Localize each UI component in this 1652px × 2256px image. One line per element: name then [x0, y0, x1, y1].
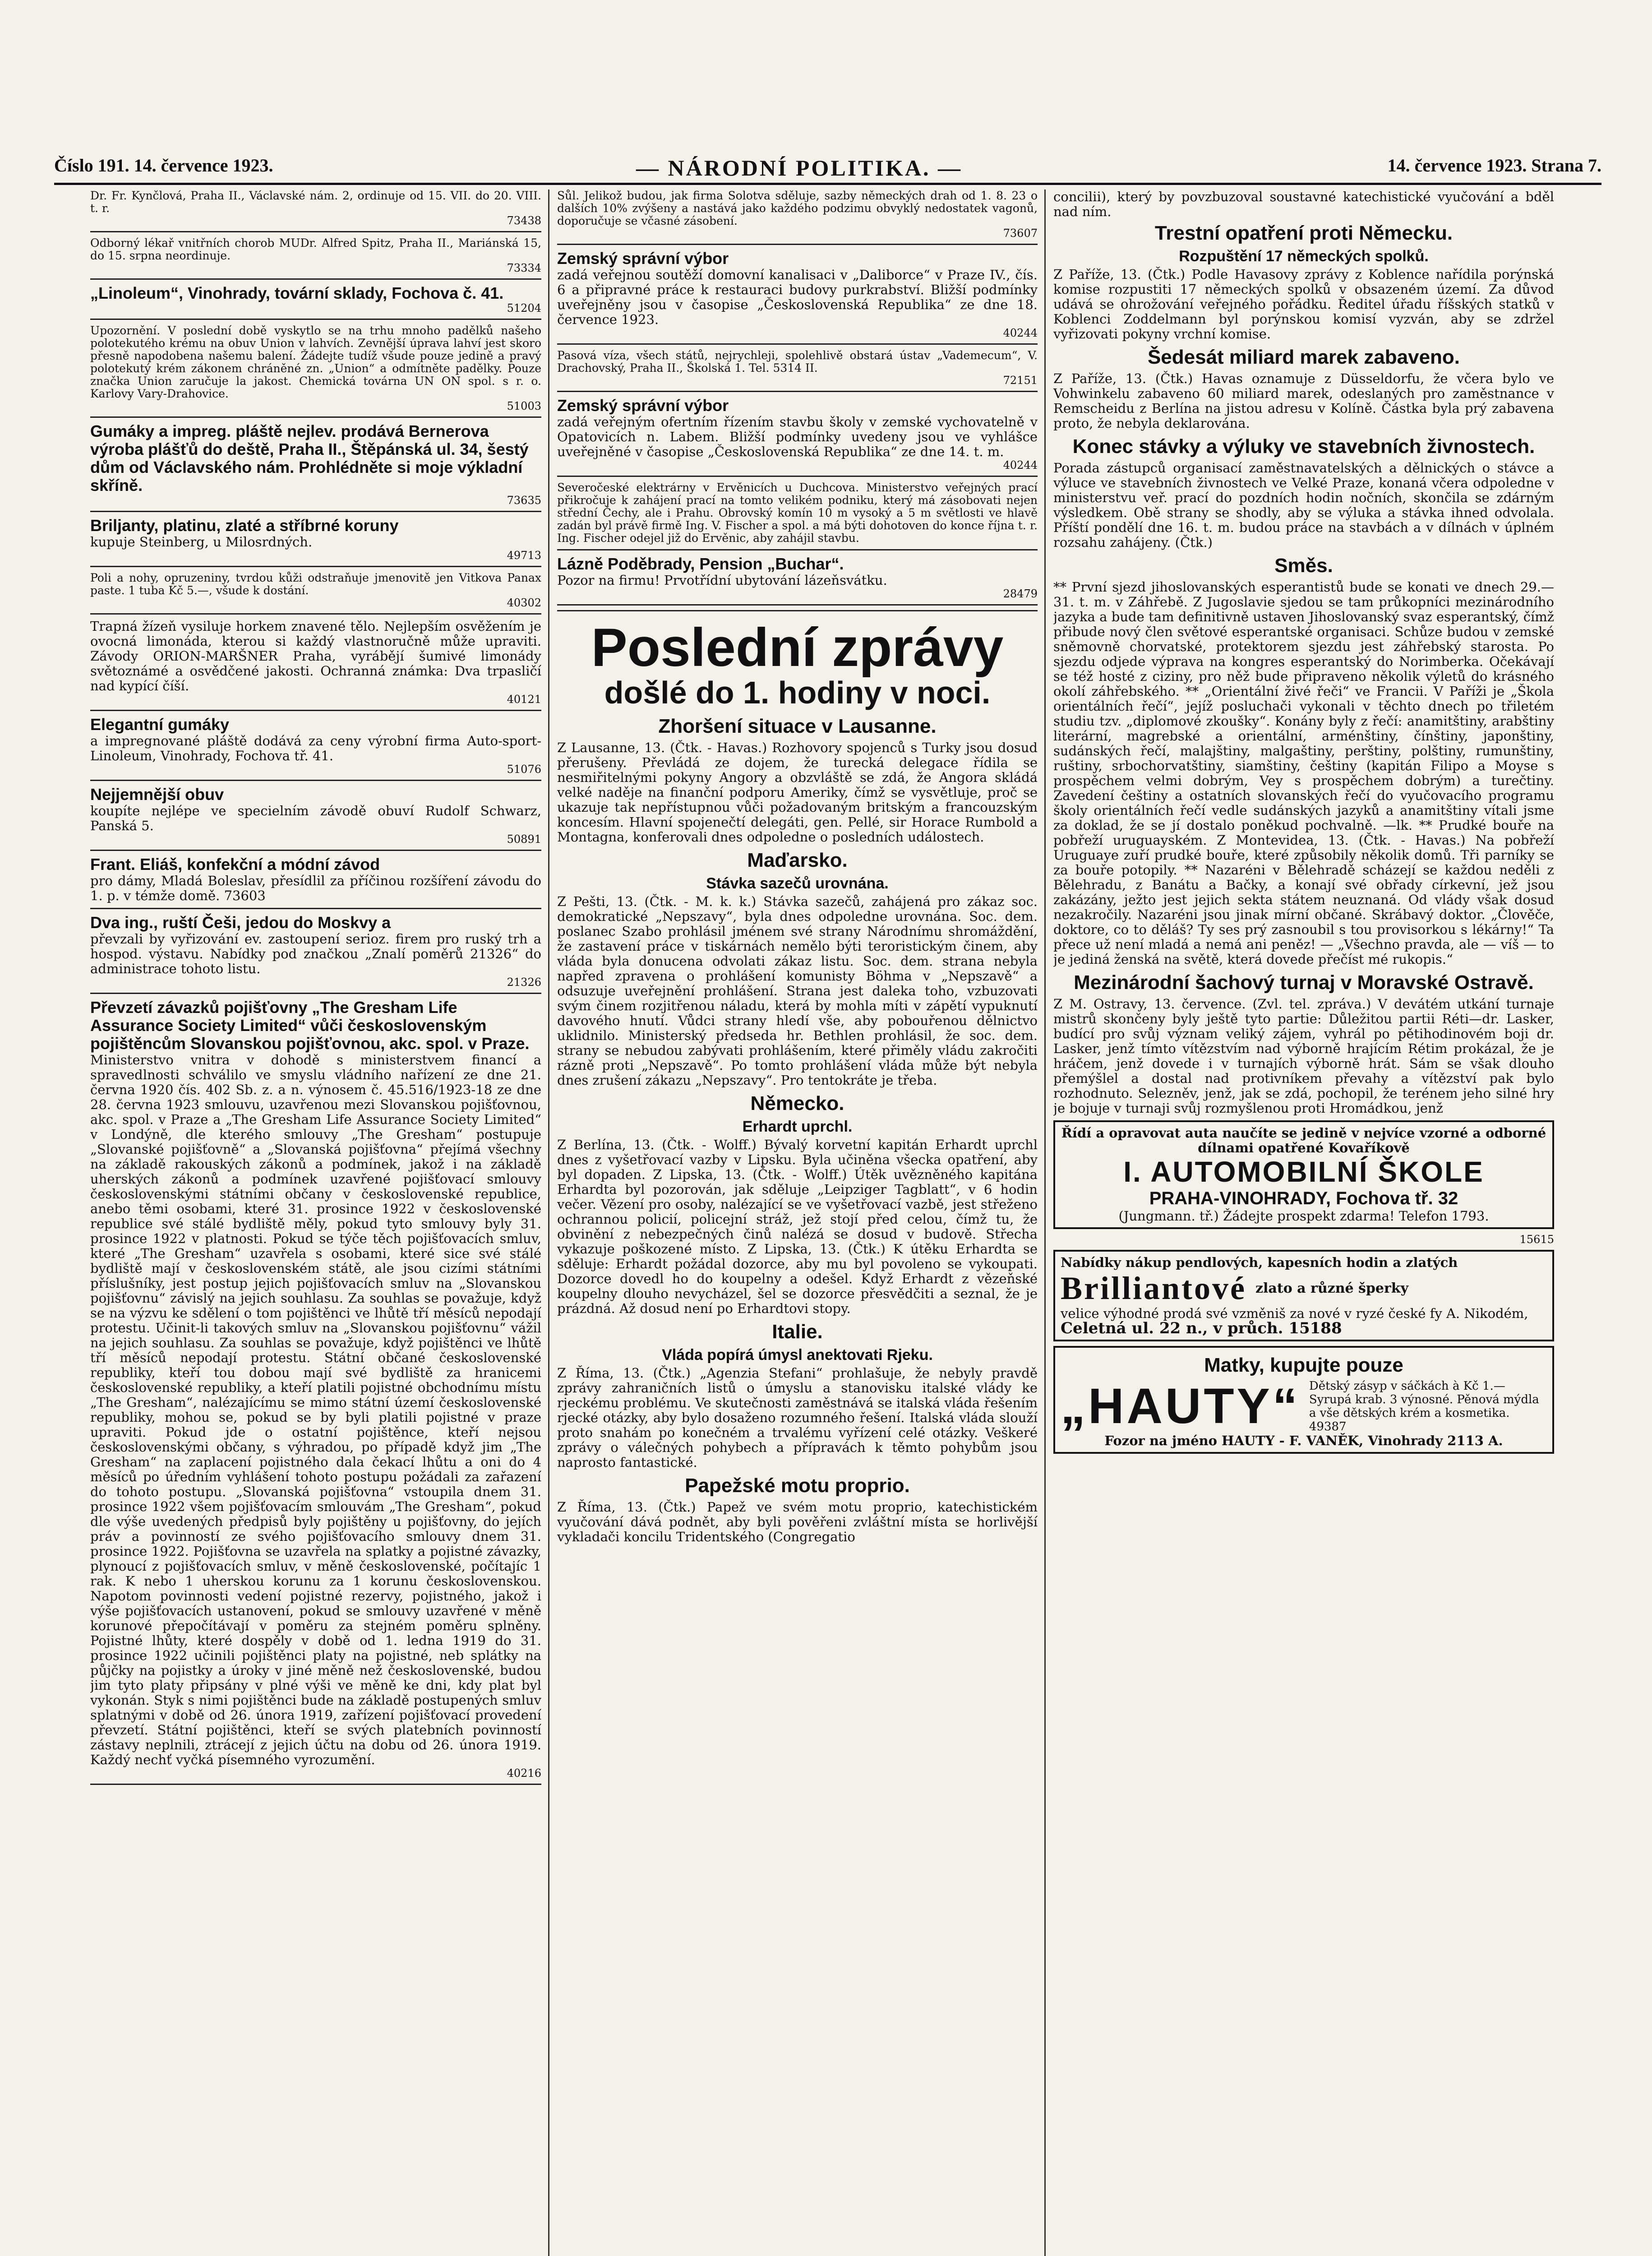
divider	[90, 416, 541, 418]
classified-ad	[90, 517, 541, 561]
classified-ad	[90, 914, 541, 988]
divider	[90, 511, 541, 512]
divider	[90, 780, 541, 781]
ad-text: Ministerstvo vnitra v dohodě s ministerstvem financí a spravedlnosti schválilo ve smyslu vládního nařízení ze dne 21. června 1920 čís. 402 Sb. z. a n. výnosem č. 45.516/1923-18 ze dne 28. června 1923 smlouvu, uzavřenou mezi Slovanskou pojišťovnou, akc. spol. v Praze a „The Gresham Life Assurance Society Limited“ v Londýně, dle kterého smlouvy „The Gresham“ postupuje „Slovanské pojišťovně“ a „Slovanská pojišťovna“ přejímá všechny na základě rakouských zákonů a podmínek, jakož i na základě uherských zákonů a podmínek uzavřené pojišťovací smlouvy československými státními občany v československé republice, anebo těmi osobami, které 31. prosince 1922 v československé republice své stálé bydliště měly, pokud tyto smlouvy byly 31. prosince 1922 v platnosti. Pokud se týče těch pojišťovacích smluv, které „The Gresham“ uzavřela s osobami, které sice své stálé bydliště mají v československém státě, ale jsou cizími státními příslušníky, jest postup jejich pojišťovacích smluv na „Slovanskou pojišťovnu“ závislý na jejich souhlasu. Za souhlas se považuje, když se na výzvu ke sdělení o tom pojištěnci ve lhůtě tří měsíců nepodají protestu. Učinit-li takových smluv na „Slovanskou pojišťovnu“ vážil na jejich souhlasu. Za souhlas se považuje, když pojištěnci ve lhůtě tří měsíců nepodají protestu. Státní občané československé republiky, kteří tou dobou mají své bydliště za hranicemi československé republiky, a kteří platili pojistné obchodnímu místu „The Gresham“, nalézajícímu se mimo státní území československé republiky, mohou se, pokud se by byli platili pojistné v praze upraviti. Pokud jde o ostatní pojištěnce, kteří nejsou československými občany, s výhradou, po případě když jim „The Gresham“ na zaplacení pojistného dala čekací lhůtu a oni do 4 měsíců po úředním vyhlášení tohoto postupu požádali za zařazení do tohoto postupu. „Slovanská pojišťovna“ vstoupila dnem 31. prosince 1922 všem pojišťovacím smlouvám „The Gresham“, pokud dle výše uvedených předpisů byly pojištěny u pojišťovny, do jejích práv a povinností ze svého pojišťovacího smlouvy dnem 31. prosince 1922. Pojišťovna se uzavřela na splatky a pojistné závazky, plynoucí z pojišťovacích smluv, v měně československé, počítajíc 1 rak. K nebo 1 uherskou korunu za 1 korunu československou. Napotom povinnosti vedení pojistné rezervy, pojistného, jakož i výše pojišťovacích ustanovení, pokud se smlouvy uzavřené v měně korunové přepočítávají v poměru za stejném poměru splněny. Pojistné lhůty, které dospěly v době od 1. ledna 1919 do 31. prosince 1922 učinili pojištěnci platy na pojistné, neb splátky na půjčky na pojistky a úroky v jiné měně než československé, budou jim tyto platy připsány v plné výši ve měně ke dni, kdy plat byl vykonán. Styk s nimi pojištěnci bude na základě postupených smluv splatnými v době od 26. února 1919, zařízení pojišťovací provedení převzetí. Státní pojištěnci, kteří se svých platebních povinností zástavy neplnili, ztrácejí z jejich účtu na dobu od 26. února 1919. Každý nechť vyčká písemného vyrozumění.	[90, 1052, 541, 1767]
article-body: Z Paříže, 13. (Čtk.) Havas oznamuje z Düsseldorfu, že včera bylo ve Vohwinkelu zabaveno 60 miliard marek, odeslaných pro zaměstnance v Remscheidu z Berlína na jistou adresu v Kolíně. Částka byla prý zabavena proto, že nebyla deklarována.	[1053, 371, 1554, 431]
ad-text: pro dámy, Mladá Boleslav, přesídlil za příčinou rozšíření závodu do 1. p. v témže domě. 73603	[90, 873, 541, 903]
classified-ad	[90, 855, 541, 903]
ad-headline: Zemský správní výbor	[557, 396, 729, 415]
article-body: Z M. Ostravy, 13. července. (Zvl. tel. zpráva.) V devátém utkání turnaje mistrů skončeny byly ještě tyto partie: Důležitou partii Réti—dr. Lasker, budící pro svůj význam veliký zájem, vyhrál po pětihodinovém boji dr. Lasker, jenž tímto vítězstvím nad výborně hrajícím Rétim prokázal, že je hráčem, jenž dovede i v turnajích výborně hrát. Sám se však dlouho přemýšlel a dostal nad protivníkem převahy a vítězství pak bylo rozhodnuto. Selezněv, jenž, jak se zdá, pochopil, že terénem jeho silné hry je bojuje v turnaji svůj rozmyšlenou proti Hromádkou, jenž	[1053, 996, 1554, 1116]
header-left: Číslo 191. 14. července 1923.	[54, 155, 273, 176]
ad-number: 28479	[1003, 587, 1038, 600]
bril-address: Celetná ul. 22 n., v průch. 15188	[1061, 1319, 1342, 1337]
ad-text: Upozornění. V poslední době vyskytlo se na trhu mnoho padělků našeho polotekutého krému na obuv Union v lahvích. Zevnější úprava lahví jest skoro přesně napodobena našemu balení. Žádejte tudíž všude pouze jedině a pravý polotekutý krém zákonem chráněné zn. „Union“ a odmítněte padělky. Pouze značka Union zaručuje la jakost. Chemická továrna UN ON spol. s r. o. Karlovy Vary-Drahovice.	[90, 324, 541, 400]
article-headline: Konec stávky a výluky ve stavebních živnostech.	[1072, 435, 1535, 458]
school-name: I. AUTOMOBILNÍ ŠKOLE	[1123, 1156, 1484, 1188]
divider	[90, 993, 541, 994]
ad-number: 40244	[1003, 327, 1038, 339]
ad-number: 73334	[507, 262, 541, 274]
classified-ad	[557, 190, 1038, 239]
ad-headline: „Linoleum“, Vinohrady, tovární sklady, Fochova č. 41.	[90, 284, 504, 302]
classified-ad	[90, 619, 541, 705]
article-headline: Mezinárodní šachový turnaj v Moravské Ostravě.	[1074, 971, 1534, 994]
ad-headline: Gumáky a impreg. pláště nejlev. prodává Bernerova výroba plášťů do deště, Praha II., Štěpánská ul. 34, šestý dům od Václavského nám. Prohlédněte si moje výkladní skříně.	[90, 422, 529, 495]
classified-ad	[557, 250, 1038, 339]
article-headline: Papežské motu proprio.	[685, 1475, 910, 1497]
intro-paragraph: concilii), který by povzbuzoval soustavné katechistické vyučování a bděl nad ním.	[1053, 190, 1554, 219]
ad-headline: Briljanty, platinu, zlaté a stříbrné koruny	[90, 516, 399, 535]
page-header	[54, 151, 1601, 185]
news-article	[1053, 555, 1554, 967]
divider	[90, 566, 541, 567]
news-article	[1053, 435, 1554, 550]
article-subheadline: Erhardt uprchl.	[742, 1118, 853, 1135]
column-3	[1053, 190, 1554, 2256]
ad-text: Sůl. Jelikož budou, jak firma Solotva sděluje, sazby německých drah od 1. 8. 23 o dalších 10% zvýšeny a nastává jako každého podzimu obvyklý nedostatek vagonů, doporučuje se včasné zásobení.	[557, 190, 1038, 227]
divider	[90, 1784, 541, 1785]
divider	[90, 850, 541, 851]
divider	[557, 476, 1038, 477]
classified-ad	[557, 397, 1038, 471]
divider	[90, 278, 541, 280]
classified-ad	[90, 786, 541, 845]
header-title: — NÁRODNÍ POLITIKA. —	[636, 155, 962, 180]
news-article	[557, 1092, 1038, 1316]
ad-text: Pasová víza, všech států, nejrychleji, spolehlivě obstará ústav „Vademecum“, V. Drachovský, Praha II., Školská 1. Tel. 5314 II.	[557, 349, 1038, 374]
bril-side: zlato a různé šperky	[1255, 1280, 1409, 1296]
article-body: Z Říma, 13. (Čtk.) Papež ve svém motu proprio, katechistickém vyučování dává podnět, aby byli pověřeni zvláštní místa se horlivější vykladači koncilu Tridentského (Congregatio	[557, 1499, 1038, 1544]
classified-ad	[90, 190, 541, 227]
article-body: Porada zástupců organisací zaměstnavatelských a dělnických o stávce a výluce ve stavebních živnostech ve Velké Praze, konaná včera odpoledne v ministerstvu veř. prací do pozdních hodin nočních, skončila se zdárným výsledkem. Obě strany se shodly, aby se výluka a stávka ihned odvolala. Příští pondělí dne 16. t. m. budou práce na stavbách a v dílnách v úplném rozsahu zahájeny. (Čtk.)	[1053, 460, 1554, 550]
divider	[90, 319, 541, 320]
divider	[90, 231, 541, 232]
brilliant-ad	[1053, 1250, 1554, 1341]
ad-number: 73438	[507, 214, 541, 227]
ad-headline: Zemský správní výbor	[557, 249, 729, 268]
ad-text: koupíte nejlépe ve specielním závodě obuví Rudolf Schwarz, Panská 5.	[90, 803, 541, 833]
divider	[557, 549, 1038, 550]
news-article	[1053, 222, 1554, 342]
divider	[90, 908, 541, 909]
article-subheadline: Vláda popírá úmysl anektovati Rjeku.	[662, 1346, 933, 1364]
classified-ad	[557, 481, 1038, 545]
header-right: 14. července 1923. Strana 7.	[1387, 155, 1601, 176]
ad-headline: Převzetí závazků pojišťovny „The Gresham Life Assurance Society Limited“ vůči československým pojištěncům Slovanskou pojišťovnou, akc. spol. v Praze.	[90, 998, 530, 1053]
ad-headline: Lázně Poděbrady, Pension „Buchar“.	[557, 555, 844, 573]
article-body: ** První sjezd jihoslovanských esperantistů bude se konati ve dnech 29.—31. t. m. v Záhřebě. Z Jugoslavie sjedou se tam průkopníci mezinárodního jazyka a bude tam definitivně ustaven Jihoslovanský svaz esperantský, čímž přibude nový člen světové esperantské organisaci. Schůze budou v zemské sněmovně chorvatské, protektorem sjezdu jest záhřebský starosta. Po sjezdu odjede výprava na kongres esperantský do Norimberka. Očekávají se též hosté z ciziny, pro něž bude připraveno několik výletů do krásného okolí záhřebského. ** „Orientální živé řeči“ ve Francii. V Paříži je „Škola orientálních řečí“, jejíž posluchači vykonali v těchto dnech po třiletém studiu tzv. „diplomové zkoušky“. Konány byly z řečí: anamitštiny, arabštiny literární, magrebské a orientální, arménštiny, čínštiny, japonštiny, sudánských řečí, malajštiny, malgaštiny, perštiny, polštiny, rumunštiny, ruštiny, srbochorvatštiny, siamštiny, češtiny (kapitán Filipo a Moyse s prospěchem velmi dobrým, Vey s prospěchem dobrým) a turečtiny. Zavedení češtiny a ostatních slovanských řečí do vyučovacího programu školy orientálních řečí vedle sudánských jazyků a anamitštiny vítali jsme za doklad, že se jí dostalo poněkud pochvalně. —lk. ** Prudké bouře na pobřeží uruguayském. Z Montevidea, 13. (Čtk. - Havas.) Na pobřeží Uruguaye zuří prudké bouře, které způsobily několik domů. Tři parníky se za bouře potopily. ** Nazaréni v Bělehradě scházejí se každou neděli z Bělehradu, z Banátu a Bačky, a konají své obřady církevní, jež jsou zakázány, ježto jest jejich sekta státem neuznaná. Od vlády však dosud nezakročily. Nazaréni jsou jinak mírní občané. Skrábavý doktor. „Člověče, doktore, co to děláš? Ty ses prý zasnoubil s tou provisorkou s lékárny!“ Ta přece už není mladá a nemá ani peněz! — „Všechno pravda, ale — víš — to je jediná ženská na světě, která dovede přečíst mé rukopis.“	[1053, 579, 1554, 967]
divider	[557, 610, 1038, 611]
article-body: Z Pešti, 13. (Čtk. - M. k. k.) Stávka sazečů, zahájená pro zákaz soc. demokratické „Nepszavy“, byla dnes odpoledne urovnána. Soc. dem. poslanec Szabo prohlásil jménem své strany Národnímu shromáždění, že zastavení práce v tiskárnách nemělo býti teroristickým činem, aby vláda byla donucena odvolati zákaz listu. Soc. dem. strana nebyla napřed zpravena o prohlášení komunisty Böhma v „Nepszavě“ a odsuzuje uveřejnění prohlášení. Strana jest daleka toho, vzbuzovati svým činem rozjitřenou náladu, která by mohla míti v zápětí vypuknutí davového hnutí. Vůdci strany hledí vše, aby pobouřenou dělnictvo uklidnilo. Ministerský předseda hr. Bethlen prohlásil, že soc. dem. strany se nebudou zabývati prohlášením, které přiměly vládu zakročiti rázně proti „Nepszavě“. Po tomto prohlášení vláda může být nebyla dnes zrušení zákazu „Nepszavy“. Pro tentokráte je třeba.	[557, 894, 1038, 1088]
hauty-name: „HAUTY“	[1061, 1378, 1300, 1434]
news-article	[557, 1475, 1038, 1544]
hauty-side: Dětský zásyp v sáčkách à Kč 1.— Syrupá krab. 3 výnosné. Pěnová mýdla a vše dětských krém a kosmetika. 49387	[1309, 1379, 1539, 1433]
news-sections	[557, 715, 1038, 1544]
ad-headline: Dva ing., ruští Češi, jedou do Moskvy a	[90, 913, 391, 932]
ad-number: 72151	[1003, 374, 1038, 387]
classified-ad	[557, 349, 1038, 386]
ad-text: Dr. Fr. Kynčlová, Praha II., Václavské nám. 2, ordinuje od 15. VII. do 20. VIII. t. r.	[90, 190, 541, 215]
ad-number: 73635	[507, 494, 541, 507]
school-top-text: Řídí a opravovat auta naučíte se jedině v nejvíce vzorné a odborné dílnami opatřené Kovaříkově	[1061, 1125, 1546, 1156]
bril-name: Brilliantové	[1061, 1270, 1246, 1306]
ad-number: 40121	[507, 693, 541, 706]
ad-text: Odborný lékař vnitřních chorob MUDr. Alfred Spitz, Praha II., Mariánská 15, do 15. srpna neordinuje.	[90, 236, 541, 262]
school-bottom-text: (Jungmann. tř.) Žádejte prospekt zdarma! Telefon 1793.	[1118, 1208, 1489, 1224]
article-headline: Maďarsko.	[747, 849, 848, 871]
ad-text: převzali by vyřizování ev. zastoupení serioz. firem pro ruský trh a hospod. výstavu. Nabídky pod značkou „Znalí poměrů 21326“ do administrace tohoto listu.	[90, 931, 541, 976]
news-article	[557, 715, 1038, 845]
ad-text: Pozor na firmu! Prvotřídní ubytování lázeňsvátku.	[557, 573, 887, 588]
ad-number: 40216	[507, 1767, 541, 1780]
ad-number: 21326	[507, 976, 541, 989]
article-headline: Šedesát miliard marek zabaveno.	[1147, 346, 1460, 368]
article-headline: Směs.	[1274, 555, 1333, 577]
news-title: Poslední zprávy	[591, 617, 1004, 678]
classified-ad	[90, 284, 541, 314]
divider	[90, 613, 541, 615]
divider	[557, 244, 1038, 245]
ad-number: 50891	[507, 833, 541, 846]
news-article	[1053, 971, 1554, 1116]
bril-mid-text: velice výhodné prodá své vzměniš za nové v ryzé české fy A. Nikodém,	[1061, 1306, 1528, 1321]
bril-top-text: Nabídky nákup pendlových, kapesních hodin a zlatých	[1061, 1255, 1458, 1270]
ad-number: 49713	[507, 549, 541, 562]
classified-ad	[90, 237, 541, 274]
news-article	[1053, 346, 1554, 431]
ad-text: kupuje Steinberg, u Milosrdných.	[90, 534, 313, 550]
ad-number: 40302	[507, 596, 541, 609]
news-article	[557, 849, 1038, 1088]
article-body: Z Říma, 13. (Čtk.) „Agenzia Stefani“ prohlašuje, že nebyly pravdě zprávy zahraničních listů o úmyslu a stanovisku italské vlády ke rjeckému problému. Ve skutečnosti zaměstnává se italská vláda řešením rjecké otázky, aby bylo dosaženo rozumného řešení. Italská vláda slouží proto snahám po konečném a trvalému vyřízení celé otázky. Veškeré zprávy o válečných pohybech a přípravách k těmto pohybům jsou naprosto fantastické.	[557, 1365, 1038, 1470]
divider	[90, 710, 541, 711]
ad-text: a impregnované pláště dodává za ceny výrobní firma Auto-sport-Linoleum, Vinohrady, Fochova tř. 41.	[90, 733, 541, 763]
ad-headline: Nejjemnější obuv	[90, 785, 224, 804]
article-headline: Zhoršení situace v Lausanne.	[658, 715, 937, 737]
divider	[557, 343, 1038, 345]
column-1-advertisements	[90, 190, 541, 2256]
ad-text: zadá veřejným ofertním řízením stavbu školy v zemské vychovatelně v Opatovicích n. Labem. Bližší podmínky uvedeny jsou ve vyhlášce uveřejněné v časopise „Československá Republika“ ze dne 14. t. m.	[557, 414, 1038, 459]
ad-number: 51076	[507, 763, 541, 776]
classified-ad	[90, 572, 541, 609]
news-article	[557, 1321, 1038, 1470]
hauty-ad	[1053, 1346, 1554, 1454]
article-headline: Trestní opatření proti Německu.	[1154, 222, 1453, 244]
divider	[557, 391, 1038, 392]
hauty-head: Matky, kupujte pouze	[1204, 1354, 1403, 1376]
column-2-advertisements	[557, 190, 1038, 606]
classified-ad	[90, 324, 541, 412]
column-2	[557, 190, 1038, 2256]
ad-text: Trapná žízeň vysiluje horkem znavené tělo. Nejlepším osvěžením je ovocná limonáda, kterou si každý vlastnoručně může upraviti. Závody ORION-MARŠNER Praha, vyrábějí šumivé limonády světoznámé a osvědčené jakosti. Ochranná známka: Dva trpasličí nad kypící číší.	[90, 619, 541, 693]
ad-headline: Elegantní gumáky	[90, 715, 230, 734]
news-subtitle: došlé do 1. hodiny v noci.	[604, 675, 991, 710]
school-city: PRAHA-VINOHRADY, Fochova tř. 32	[1149, 1188, 1458, 1208]
classified-ad	[557, 555, 1038, 600]
ad-text: Poli a nohy, opruzeniny, tvrdou kůži odstraňuje jmenovitě jen Vitkova Panax paste. 1 tuba Kč 5.—, všude k dostání.	[90, 571, 541, 597]
classified-ad	[90, 422, 541, 506]
article-headline: Italie.	[772, 1321, 823, 1343]
ad-number: 40244	[1003, 459, 1038, 472]
classified-ad	[90, 716, 541, 775]
ad-number: 51204	[507, 302, 541, 314]
ad-number: 15615	[1519, 1233, 1554, 1246]
article-body: Z Berlína, 13. (Čtk. - Wolff.) Bývalý korvetní kapitán Erhardt uprchl dnes z vyšetřovací vazby v Lipsku. Byla učiněna všecka opatření, aby byl dopaden. Z Lipska, 13. (Čtk. - Wolff.) Útěk uvězněného kapitána Erhardta byl pozorován, jak sděluje „Leipziger Tagblatt“, v 6 hodin večer. Vězení pro osoby, nalézající se ve vyšetřovací vazbě, jest střeženo ochrannou policií, policejní stráž, jež stojí před celou, čímž tu, že obvinění z nebezpečných činů nalézá se dosud v budově. Střecha vykazuje poškozené místo. Z Lipska, 13. (Čtk.) K útěku Erhardta se sděluje: Erhardt požádal dozorce, aby mu byl povoleno se vykoupati. Dozorce dovedl ho do koupelny a odešel. Když Erhardt z vězeňské koupelny dlouho nevycházel, šel se dozorce přesvědčiti a seznal, že je prázdná. Až dosud není po Erhardtovi stopy.	[557, 1137, 1038, 1316]
classified-ad	[90, 999, 541, 1779]
article-body: Z Lausanne, 13. (Čtk. - Havas.) Rozhovory spojenců s Turky jsou dosud přerušeny. Převládá ze dojem, že turecká delegace řídila se nesmiřitelnými pokyny Angory a obzvláště se zdá, že Angora skládá velké naděje na finanční podporu Ameriky, čímž se vysvětluje, proč se ukazuje tak nepřístupnou vůči požadovaným britským a francouzským koncesím. Hlavní spojenečtí delegáti, gen. Pellé, sir Horace Rumbold a Montagna, konferovali dnes odpoledne o posledních událostech.	[557, 740, 1038, 845]
column-divider	[548, 190, 549, 2256]
article-headline: Německo.	[750, 1092, 844, 1114]
ad-text: zadá veřejnou soutěží domovní kanalisaci v „Daliborce“ v Praze IV., čís. 6 a připravné práce k restauraci budovy purkrabství. Bližší podmínky uveřejněny jsou v časopise „Československá Republika“ ze dne 18. července 1923.	[557, 267, 1038, 327]
hauty-bottom: Fozor na jméno HAUTY - F. VANĚK, Vinohrady 2113 A.	[1104, 1433, 1503, 1448]
ad-text: Severočeské elektrárny v Ervěnicích u Duchcova. Ministerstvo veřejných prací přikročuje k zahájení prací na tomto velikém podniku, který má zásobovati nejen střední Čechy, ale i Prahu. Obrovský komín 10 m vysoký a 5 m světlosti ve hlavě zadán byl právě firmě Ing. V. Fischer a spol. a má býti dohotoven do konce října t. r. Ing. Fischer odejel již do Ervěnic, aby zahájil stavbu.	[557, 481, 1038, 545]
ad-number: 73607	[1003, 227, 1038, 240]
driving-school-ad	[1053, 1120, 1554, 1229]
article-subheadline: Stávka sazečů urovnána.	[706, 875, 889, 892]
column-3-sections	[1053, 222, 1554, 1116]
divider	[557, 604, 1038, 606]
ad-number: 51003	[507, 400, 541, 412]
column-divider	[1044, 190, 1046, 2256]
article-subheadline: Rozpuštění 17 německých spolků.	[1179, 248, 1429, 265]
ad-headline: Frant. Eliáš, konfekční a módní závod	[90, 855, 380, 874]
article-body: Z Paříže, 13. (Čtk.) Podle Havasovy zprávy z Koblence nařídila porýnská komise rozpustiti 17 německých spolků v obsazeném území. Za důvod udává se ohrožování veřejného pořádku. Ředitel úřadu říšských statků v Koblenci Zoddelmann byl porýnskou komisí vyzván, aby se zdržel vyřizovati pokyny vrchní komise.	[1053, 267, 1554, 342]
